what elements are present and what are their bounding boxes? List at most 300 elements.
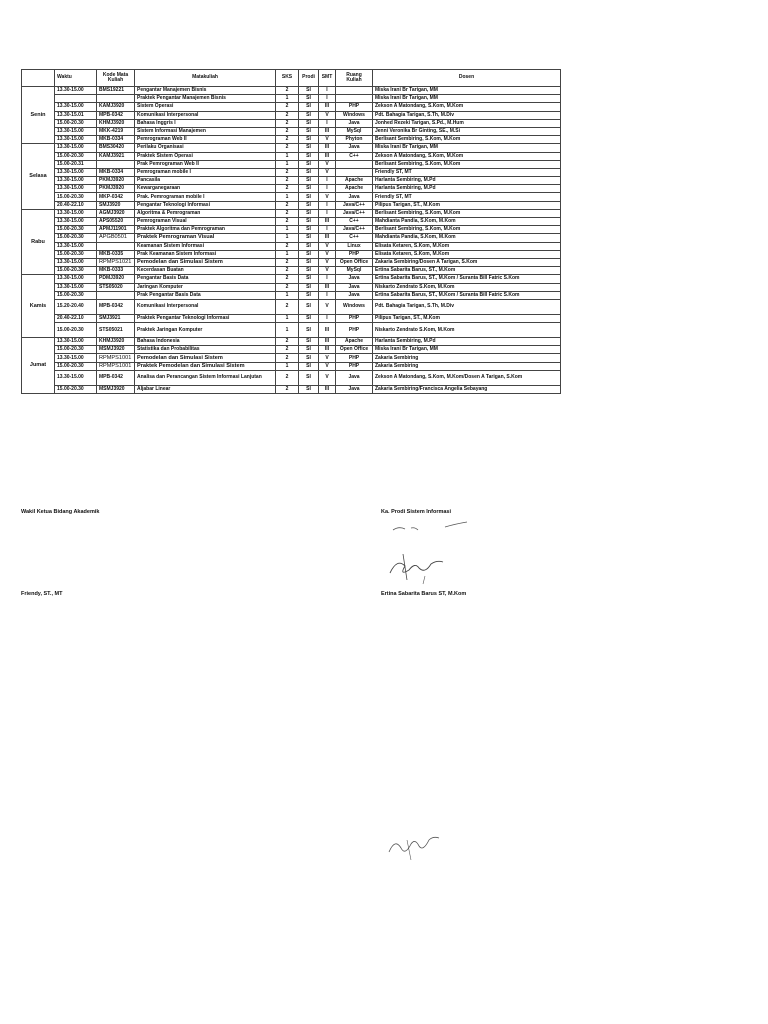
course-code-cell (97, 95, 135, 103)
table-row (22, 242, 561, 250)
sks-cell: 2 (276, 258, 299, 266)
table-row (22, 323, 561, 338)
prodi-cell: SI (299, 385, 319, 393)
room-cell (336, 168, 373, 176)
right-signatory-title: Ka. Prodi Sistem Informasi (381, 509, 451, 515)
semester-cell: V (319, 258, 336, 266)
lecturer-cell: Elisata Ketaren, S.Kom, M.Kom (373, 242, 561, 250)
prodi-cell: SI (299, 152, 319, 160)
room-cell: C++ (336, 218, 373, 226)
lecturer-cell: Zekson A Matondang, S.Kom, M.Kom (373, 103, 561, 111)
table-row (22, 136, 561, 144)
prodi-cell: SI (299, 258, 319, 266)
table-row (22, 275, 561, 283)
time-cell: 13.30-15.00 (55, 168, 97, 176)
lecturer-cell: Harlanta Sembiring, M.Pd (373, 185, 561, 193)
course-code-cell (97, 291, 135, 299)
time-cell: 13.30-15.00 (55, 218, 97, 226)
table-row (22, 160, 561, 168)
lecturer-cell: Ertina Sabarita Barus, ST., M.Kom / Suranta Bill Fatric S.Kom (373, 291, 561, 299)
sks-cell: 2 (276, 346, 299, 354)
table-row (22, 201, 561, 209)
header-sks: SKS (276, 70, 299, 87)
course-name-cell: Pengantar Basis Data (135, 275, 276, 283)
header-day (22, 70, 55, 87)
table-row (22, 177, 561, 185)
semester-cell: III (319, 283, 336, 291)
sks-cell: 2 (276, 370, 299, 385)
time-cell: 15.00-20.30 (55, 346, 97, 354)
room-cell: Windows (336, 111, 373, 119)
course-code-cell: PDMJ3920 (97, 275, 135, 283)
room-cell: Apache (336, 185, 373, 193)
room-cell: Apache (336, 177, 373, 185)
table-row (22, 127, 561, 135)
course-name-cell: Kecerdasan Buatan (135, 267, 276, 275)
semester-cell: I (319, 314, 336, 322)
time-cell: 20.40-22.10 (55, 201, 97, 209)
table-row (22, 314, 561, 322)
lecturer-cell: Elisata Ketaren, S.Kom, M.Kom (373, 250, 561, 258)
room-cell: PHP (336, 354, 373, 362)
left-signatory-name: Friendy, ST., MT (21, 591, 63, 597)
lecturer-cell: Niskarto Zendrato S.Kom, M.Kom (373, 323, 561, 338)
course-name-cell: Komunikasi Interpersonal (135, 111, 276, 119)
prodi-cell: SI (299, 136, 319, 144)
course-code-cell: MKB-0334 (97, 136, 135, 144)
table-row (22, 283, 561, 291)
prodi-cell: SI (299, 160, 319, 168)
semester-cell: V (319, 362, 336, 370)
time-cell: 13.30-15.00 (55, 258, 97, 266)
room-cell: PHP (336, 103, 373, 111)
table-row (22, 119, 561, 127)
room-cell: Java (336, 291, 373, 299)
room-cell: Java/C++ (336, 226, 373, 234)
semester-cell: I (319, 291, 336, 299)
room-cell: C++ (336, 234, 373, 242)
room-cell: Java (336, 193, 373, 201)
time-cell: 15.00-20.30 (55, 291, 97, 299)
room-cell: Open Office (336, 258, 373, 266)
prodi-cell: SI (299, 111, 319, 119)
time-cell: 13.30-15.00 (55, 275, 97, 283)
course-name-cell: Pemodelan dan Simulasi Sistem (135, 258, 276, 266)
day-cell: Senin (22, 87, 55, 144)
course-name-cell: Pemodelan dan Simulasi Sistem (135, 354, 276, 362)
sks-cell: 2 (276, 275, 299, 283)
time-cell: 15.00-20.30 (55, 226, 97, 234)
time-cell: 15.00-20.30 (55, 152, 97, 160)
course-name-cell: Sistem Operasi (135, 103, 276, 111)
lecturer-cell: Mahdianta Pandia, S.Kom, M.Kom (373, 218, 561, 226)
course-code-cell: MPB-0342 (97, 111, 135, 119)
prodi-cell: SI (299, 242, 319, 250)
semester-cell: III (319, 144, 336, 152)
prodi-cell: SI (299, 299, 319, 314)
sks-cell: 2 (276, 119, 299, 127)
semester-cell: III (319, 218, 336, 226)
course-name-cell: Pemrograman Web II (135, 136, 276, 144)
sks-cell: 2 (276, 338, 299, 346)
semester-cell: III (319, 127, 336, 135)
schedule-body (22, 87, 561, 394)
lecturer-cell: Pilipus Tarigan, ST., M.Kom (373, 314, 561, 322)
time-cell: 13.30-15.00 (55, 103, 97, 111)
time-cell: 15.00-20.30 (55, 234, 97, 242)
course-code-cell: MSMJ3920 (97, 385, 135, 393)
prodi-cell: SI (299, 275, 319, 283)
lecturer-cell: Harlanta Sembiring, M.Pd (373, 177, 561, 185)
course-code-cell: MKK-4219 (97, 127, 135, 135)
handwritten-mark (385, 830, 445, 865)
day-cell: Jumat (22, 338, 55, 394)
room-cell: Linux (336, 242, 373, 250)
room-cell: Java (336, 119, 373, 127)
lecturer-cell: Ertina Sabarita Barus, ST., M.Kom / Suranta Bill Fatric S.Kom (373, 275, 561, 283)
sks-cell: 1 (276, 95, 299, 103)
prodi-cell: SI (299, 250, 319, 258)
room-cell: PHP (336, 362, 373, 370)
sks-cell: 1 (276, 314, 299, 322)
table-row (22, 185, 561, 193)
semester-cell: I (319, 185, 336, 193)
semester-cell: I (319, 201, 336, 209)
sks-cell: 1 (276, 160, 299, 168)
day-cell: Kamis (22, 275, 55, 338)
room-cell: Java (336, 275, 373, 283)
room-cell: PHP (336, 250, 373, 258)
semester-cell: I (319, 87, 336, 95)
room-cell: Java (336, 144, 373, 152)
semester-cell: I (319, 177, 336, 185)
table-row (22, 370, 561, 385)
prodi-cell: SI (299, 291, 319, 299)
table-row (22, 267, 561, 275)
sks-cell: 2 (276, 267, 299, 275)
sks-cell: 2 (276, 168, 299, 176)
room-cell: PHP (336, 323, 373, 338)
semester-cell: V (319, 354, 336, 362)
course-code-cell (97, 160, 135, 168)
course-code-cell: STS05021 (97, 323, 135, 338)
course-code-cell: RPMPS1001 (97, 362, 135, 370)
table-row (22, 299, 561, 314)
course-name-cell: Praktek Pemodelan dan Simulasi Sistem (135, 362, 276, 370)
semester-cell: V (319, 299, 336, 314)
header-course: Matakuliah (135, 70, 276, 87)
sks-cell: 1 (276, 193, 299, 201)
prodi-cell: SI (299, 103, 319, 111)
table-row (22, 250, 561, 258)
room-cell (336, 87, 373, 95)
course-name-cell: Pemrograman mobile I (135, 168, 276, 176)
course-name-cell: Sistem Informasi Manajemen (135, 127, 276, 135)
time-cell: 15.00-20.30 (55, 119, 97, 127)
lecturer-cell: Zakaria Sembiring (373, 362, 561, 370)
table-row (22, 354, 561, 362)
lecturer-cell: Zekson A Matondang, S.Kom, M.Kom (373, 152, 561, 160)
course-code-cell: BMS30420 (97, 144, 135, 152)
prodi-cell: SI (299, 95, 319, 103)
table-row (22, 209, 561, 217)
course-name-cell: Keamanan Sistem Informasi (135, 242, 276, 250)
lecturer-cell: Berlisant Sembiring, S.Kom, M.Kom (373, 209, 561, 217)
course-code-cell: PKMJ3920 (97, 185, 135, 193)
table-row (22, 218, 561, 226)
prodi-cell: SI (299, 87, 319, 95)
semester-cell: I (319, 226, 336, 234)
lecturer-cell: Friendly ST, MT (373, 193, 561, 201)
course-code-cell: MKB-0334 (97, 168, 135, 176)
sks-cell: 1 (276, 226, 299, 234)
time-cell: 13.30-15.00 (55, 354, 97, 362)
course-code-cell: RPMPS1001 (97, 354, 135, 362)
time-cell: 13.30-15.00 (55, 177, 97, 185)
lecturer-cell: Jenni Veronika Br Ginting, SE., M.Si (373, 127, 561, 135)
semester-cell: I (319, 275, 336, 283)
prodi-cell: SI (299, 144, 319, 152)
course-code-cell: PKMJ3920 (97, 177, 135, 185)
time-cell (55, 95, 97, 103)
table-row (22, 111, 561, 119)
course-code-cell: AGMJ3920 (97, 209, 135, 217)
semester-cell: III (319, 338, 336, 346)
course-name-cell: Prak Pengantar Basis Data (135, 291, 276, 299)
sks-cell: 2 (276, 136, 299, 144)
time-cell: 13.30-15.00 (55, 136, 97, 144)
header-smt: SMT (319, 70, 336, 87)
table-row (22, 152, 561, 160)
sks-cell: 2 (276, 201, 299, 209)
sks-cell: 2 (276, 209, 299, 217)
time-cell: 15.00-20.30 (55, 193, 97, 201)
sks-cell: 2 (276, 144, 299, 152)
prodi-cell: SI (299, 370, 319, 385)
course-code-cell: MKB-0335 (97, 250, 135, 258)
header-time: Waktu (55, 70, 97, 87)
lecturer-cell: Berlisant Sembiring, S.Kom, M.Kom (373, 160, 561, 168)
semester-cell: V (319, 111, 336, 119)
table-row (22, 103, 561, 111)
time-cell: 13.30-15.00 (55, 209, 97, 217)
prodi-cell: SI (299, 185, 319, 193)
semester-cell: V (319, 136, 336, 144)
prodi-cell: SI (299, 226, 319, 234)
course-name-cell: Prak Keamanan Sistem Informasi (135, 250, 276, 258)
sks-cell: 2 (276, 177, 299, 185)
lecturer-cell: Harlanta Sembiring, M.Pd (373, 338, 561, 346)
sks-cell: 1 (276, 323, 299, 338)
lecturer-cell: Berlisant Sembiring, S.Kom, M.Kom (373, 136, 561, 144)
course-code-cell: MPB-0342 (97, 299, 135, 314)
room-cell: Apache (336, 338, 373, 346)
semester-cell: I (319, 209, 336, 217)
time-cell: 13.30-15.00 (55, 283, 97, 291)
day-cell: Rabu (22, 209, 55, 275)
sks-cell: 1 (276, 234, 299, 242)
room-cell: C++ (336, 152, 373, 160)
course-code-cell: BMS19221 (97, 87, 135, 95)
lecturer-cell: Zakaria Sembiring/Dosen A Tarigan, S.Kom (373, 258, 561, 266)
semester-cell: V (319, 168, 336, 176)
course-code-cell: APS05520 (97, 218, 135, 226)
sks-cell: 1 (276, 362, 299, 370)
semester-cell: III (319, 385, 336, 393)
lecturer-cell: Ertina Sabarita Barus, ST., M.Kom (373, 267, 561, 275)
sks-cell: 1 (276, 250, 299, 258)
prodi-cell: SI (299, 193, 319, 201)
course-name-cell: Bahasa Indonesia (135, 338, 276, 346)
course-name-cell: Kewarganegaraan (135, 185, 276, 193)
table-row (22, 95, 561, 103)
course-name-cell: Analisa dan Perancangan Sistem Informasi Lanjutan (135, 370, 276, 385)
lecturer-cell: Miska Irani Br Tarigan, MM (373, 144, 561, 152)
time-cell: 15.00-20.30 (55, 250, 97, 258)
sks-cell: 2 (276, 185, 299, 193)
table-row (22, 291, 561, 299)
time-cell: 13.30-15.00 (55, 370, 97, 385)
room-cell: Phyton (336, 136, 373, 144)
course-code-cell: KHMJ3920 (97, 338, 135, 346)
time-cell: 13.30-15.00 (55, 127, 97, 135)
room-cell: Open Office (336, 346, 373, 354)
course-code-cell: SMJ3920 (97, 201, 135, 209)
lecturer-cell: Pdt. Bahagia Tarigan, S.Th, M.Div (373, 111, 561, 119)
sks-cell: 2 (276, 87, 299, 95)
room-cell: Java (336, 385, 373, 393)
table-header-row (22, 70, 561, 87)
prodi-cell: SI (299, 127, 319, 135)
course-name-cell: Algoritma & Pemrograman (135, 209, 276, 217)
prodi-cell: SI (299, 346, 319, 354)
course-code-cell: KAMJ3921 (97, 152, 135, 160)
course-code-cell (97, 242, 135, 250)
course-name-cell: Prak. Pemrograman mobile I (135, 193, 276, 201)
sks-cell: 2 (276, 299, 299, 314)
schedule-table (21, 69, 561, 394)
course-name-cell: Statistika dan Probabilitas (135, 346, 276, 354)
room-cell: PHP (336, 314, 373, 322)
room-cell (336, 160, 373, 168)
course-name-cell: Jaringan Komputer (135, 283, 276, 291)
time-cell: 15.00-20.30 (55, 385, 97, 393)
time-cell: 15.00-20.30 (55, 323, 97, 338)
lecturer-cell: Pdt. Bahagia Tarigan, S.Th, M.Div (373, 299, 561, 314)
course-name-cell: Aljabar Linear (135, 385, 276, 393)
left-signatory-title: Wakil Ketua Bidang Akademik (21, 509, 100, 515)
course-name-cell: Perilaku Organisasi (135, 144, 276, 152)
course-code-cell: STS05020 (97, 283, 135, 291)
sks-cell: 1 (276, 152, 299, 160)
prodi-cell: SI (299, 283, 319, 291)
table-row (22, 258, 561, 266)
prodi-cell: SI (299, 201, 319, 209)
course-code-cell: MKP-0342 (97, 193, 135, 201)
semester-cell: III (319, 103, 336, 111)
lecturer-cell: Pilipus Tarigan, ST., M.Kom (373, 201, 561, 209)
course-code-cell: SMJ3921 (97, 314, 135, 322)
sks-cell: 2 (276, 218, 299, 226)
course-code-cell: APGB0501 (97, 234, 135, 242)
semester-cell: III (319, 346, 336, 354)
sks-cell: 2 (276, 127, 299, 135)
semester-cell: I (319, 95, 336, 103)
sks-cell: 2 (276, 385, 299, 393)
header-room: Ruang Kuliah (336, 70, 373, 87)
semester-cell: III (319, 152, 336, 160)
course-name-cell: Pancasila (135, 177, 276, 185)
course-code-cell: RPMPS1021 (97, 258, 135, 266)
course-code-cell: MKB-0333 (97, 267, 135, 275)
prodi-cell: SI (299, 119, 319, 127)
header-prodi: Prodi (299, 70, 319, 87)
header-lecturer: Dosen (373, 70, 561, 87)
course-name-cell: Praktek Pengantar Manajemen Bisnis (135, 95, 276, 103)
table-row (22, 385, 561, 393)
lecturer-cell: Miska Irani Br Tarigan, MM (373, 346, 561, 354)
room-cell: Java/C++ (336, 209, 373, 217)
time-cell: 13.30-15.00 (55, 338, 97, 346)
room-cell (336, 95, 373, 103)
course-name-cell: Praktek Jaringan Komputer (135, 323, 276, 338)
room-cell: MySql (336, 127, 373, 135)
semester-cell: V (319, 250, 336, 258)
header-code: Kode Mata Kuliah (97, 70, 135, 87)
course-name-cell: Pemrograman Visual (135, 218, 276, 226)
prodi-cell: SI (299, 209, 319, 217)
time-cell: 15.00-20.31 (55, 160, 97, 168)
sks-cell: 1 (276, 291, 299, 299)
course-code-cell: KHMJ3920 (97, 119, 135, 127)
prodi-cell: SI (299, 234, 319, 242)
prodi-cell: SI (299, 267, 319, 275)
right-signatory-name: Ertina Sabarita Barus ST, M.Kom (381, 591, 467, 597)
lecturer-cell: Niskarto Zendrato S.Kom, M.Kom (373, 283, 561, 291)
room-cell: Java (336, 283, 373, 291)
prodi-cell: SI (299, 338, 319, 346)
room-cell: Java/C++ (336, 201, 373, 209)
course-code-cell: APMJ11901 (97, 226, 135, 234)
lecturer-cell: Jonhed Rezeki Tarigan, S.Pd., M.Hum (373, 119, 561, 127)
semester-cell: V (319, 160, 336, 168)
time-cell: 13.30-15.00 (55, 242, 97, 250)
table-row (22, 234, 561, 242)
table-row (22, 362, 561, 370)
course-name-cell: Pengantar Manajemen Bisnis (135, 87, 276, 95)
semester-cell: V (319, 370, 336, 385)
lecturer-cell: Berlisant Sembiring, S.Kom, M.Kom (373, 226, 561, 234)
prodi-cell: SI (299, 168, 319, 176)
sks-cell: 2 (276, 354, 299, 362)
room-cell: Java (336, 370, 373, 385)
prodi-cell: SI (299, 177, 319, 185)
lecturer-cell: Zakaria Sembiring/Francisca Angelia Sebayang (373, 385, 561, 393)
prodi-cell: SI (299, 362, 319, 370)
sks-cell: 2 (276, 242, 299, 250)
time-cell: 13.30-15.00 (55, 144, 97, 152)
table-row (22, 226, 561, 234)
time-cell: 13.30-15.00 (55, 185, 97, 193)
time-cell: 20.40-22.10 (55, 314, 97, 322)
table-row (22, 144, 561, 152)
time-cell: 15.20-20.40 (55, 299, 97, 314)
handwritten-signature (385, 518, 475, 588)
course-code-cell: MPB-0342 (97, 370, 135, 385)
table-row (22, 168, 561, 176)
room-cell: MySql (336, 267, 373, 275)
prodi-cell: SI (299, 354, 319, 362)
